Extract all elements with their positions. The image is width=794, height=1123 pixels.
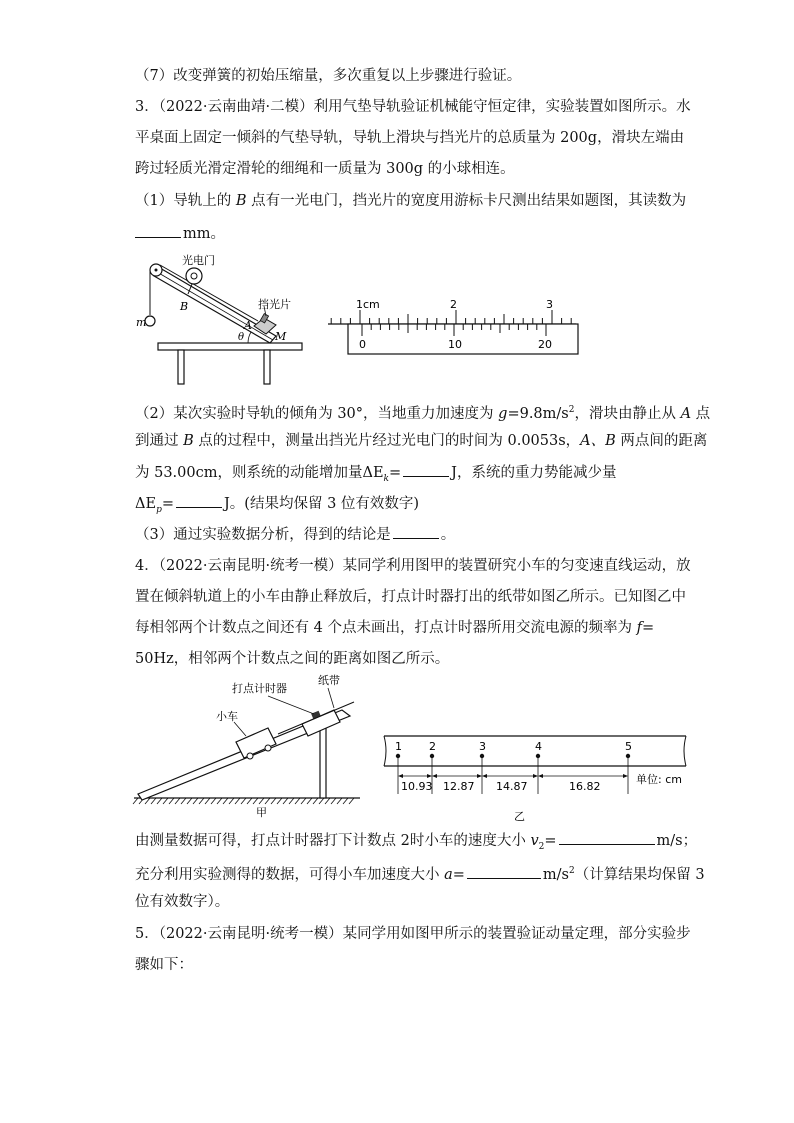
caliper-main-1cm: 1cm [356,298,380,311]
ground-hatch [157,798,162,804]
ground-hatch [271,798,276,804]
tape-point-label: 1 [395,740,402,753]
dimension-arrow [432,774,437,778]
ground-hatch [169,798,174,804]
caliper-main-3: 3 [546,298,553,311]
answer-blank[interactable] [135,223,181,238]
dimension-arrow [533,774,538,778]
ground-hatch [229,798,234,804]
dimension-arrow [477,774,482,778]
q2-step7-text: （7）改变弹簧的初始压缩量，多次重复以上步骤进行验证。 [135,68,522,84]
label-photogate: 光电门 [182,254,215,267]
caption-yi: 乙 [514,810,525,823]
ground-hatch [325,798,330,804]
ground-hatch [205,798,210,804]
answer-blank-ep[interactable] [176,493,222,508]
ground-hatch [187,798,192,804]
answer-blank-ek[interactable] [403,462,449,477]
ground-hatch [313,798,318,804]
air-track-figure [130,248,310,388]
ground-hatch [199,798,204,804]
ground-hatch [253,798,258,804]
tape-point-label: 4 [535,740,542,753]
ground-hatch [133,798,138,804]
tape-distance-label: 14.87 [496,780,528,793]
ground-hatch [331,798,336,804]
q3-part2-line3: 为 53.00cm，则系统的动能增加量$\Delta E_k= J$，系统的重力势能减少量 [135,462,616,489]
dimension-arrow [538,774,543,778]
ground-hatch [343,798,348,804]
label-tape: 纸带 [318,674,340,687]
tape-distance-label: 16.82 [569,780,601,793]
label-M: M [275,330,287,343]
ground-hatch [295,798,300,804]
answer-blank-a[interactable] [467,864,541,879]
paper-tape-figure [376,730,692,826]
answer-blank-v2[interactable] [559,830,655,845]
ground-hatch [193,798,198,804]
dimension-arrow [398,774,403,778]
ground-hatch [181,798,186,804]
q3-part1-answer: mm。 [135,223,225,244]
q4-stem-line4: 50Hz，相邻两个计数点之间的距离如图乙所示。 [135,651,450,667]
tape-distance-label: 12.87 [443,780,475,793]
ground-hatch [283,798,288,804]
ground-hatch [247,798,252,804]
label-shutter: 挡光片 [258,298,291,311]
q3-part3-text: （3）通过实验数据分析，得到的结论是 。 [135,524,455,545]
tape-count-point [396,754,400,758]
tape-count-point [480,754,484,758]
q5-stem-line2: 骤如下： [135,957,193,973]
q3-stem-line1: 3．（2022·云南曲靖·二模）利用气垫导轨验证机械能守恒定律，实验装置如图所示。水 [135,99,691,115]
ground-hatch [265,798,270,804]
label-timer: 打点计时器 [232,682,287,695]
ground-hatch [307,798,312,804]
caliper-vernier-10: 10 [448,338,462,351]
ground-hatch [211,798,216,804]
tape-unit: 单位: cm [636,773,682,786]
ground-hatch [163,798,168,804]
q4-answer-line2: 充分利用实验测得的数据，可得小车加速度大小 $a= m/s^2$（计算结果均保留 3 [135,861,705,885]
ground-hatch [277,798,282,804]
caption-jia: 甲 [256,806,267,819]
ground-hatch [235,798,240,804]
tape-count-point [626,754,630,758]
q3-part2-line4: $\Delta E_p= J$。(结果均保留 3 位有效数字) [135,493,419,520]
dimension-arrow [427,774,432,778]
label-theta: θ [238,332,245,343]
tape-count-point [430,754,434,758]
q3-stem-line2: 平桌面上固定一倾斜的气垫导轨，导轨上滑块与挡光片的总质量为 200g，滑块左端由 [135,130,685,146]
ground-hatch [217,798,222,804]
caliper-vernier-20: 20 [538,338,552,351]
tape-point-label: 2 [429,740,436,753]
ground-hatch [259,798,264,804]
label-A: A [244,319,252,332]
label-B: B [180,300,189,313]
q5-stem-line1: 5．（2022·云南昆明·统考一模）某同学用如图甲所示的装置验证动量定理，部分实验步 [135,926,691,942]
q4-stem-line1: 4．（2022·云南昆明·统考一模）某同学利用图甲的装置研究小车的匀变速直线运动，放 [135,558,691,574]
q3-part2-line1: （2）某次实验时导轨的倾角为 30°，当地重力加速度为 $g=9.8m/s^2$，滑块由静止从 A 点 [135,405,711,422]
vernier-caliper-figure [322,296,582,360]
q4-answer-line3: 位有效数字）。 [135,894,230,910]
q3-part1-text: （1）导轨上的 B 点有一光电门，挡光片的宽度用游标卡尺测出结果如题图，其读数为 [135,193,687,209]
ground-hatch [337,798,342,804]
ground-hatch [349,798,354,804]
ground-hatch [241,798,246,804]
ground-hatch [301,798,306,804]
tape-point-label: 5 [625,740,632,753]
q3-part2-line2: 到通过 B 点的过程中，测量出挡光片经过光电门的时间为 0.0053s，A、B 两点间的距离 [135,433,708,449]
ground-hatch [289,798,294,804]
label-m: m [136,316,147,329]
label-cart: 小车 [216,710,238,723]
incline-cart-figure [128,672,368,820]
q3-stem-line3: 跨过轻质光滑定滑轮的细绳和一质量为 300g 的小球相连。 [135,161,515,177]
tape-distance-label: 10.93 [401,780,433,793]
ground-hatch [151,798,156,804]
q4-stem-line3: 每相邻两个计数点之间还有 4 个点未画出，打点计时器所用交流电源的频率为 f= [135,620,655,636]
tape-point-label: 3 [479,740,486,753]
ground-hatch [319,798,324,804]
dimension-arrow [623,774,628,778]
caliper-main-2: 2 [450,298,457,311]
ground-hatch [223,798,228,804]
dimension-arrow [482,774,487,778]
tape-count-point [536,754,540,758]
q4-answer-line1: 由测量数据可得，打点计时器打下计数点 2时小车的速度大小 $v_2= m/s$； [135,830,697,857]
q4-stem-line2: 置在倾斜轨道上的小车由静止释放后，打点计时器打出的纸带如图乙所示。已知图乙中 [135,589,686,605]
caliper-vernier-0: 0 [359,338,366,351]
answer-blank-conclusion[interactable] [393,524,439,539]
ground-hatch [175,798,180,804]
